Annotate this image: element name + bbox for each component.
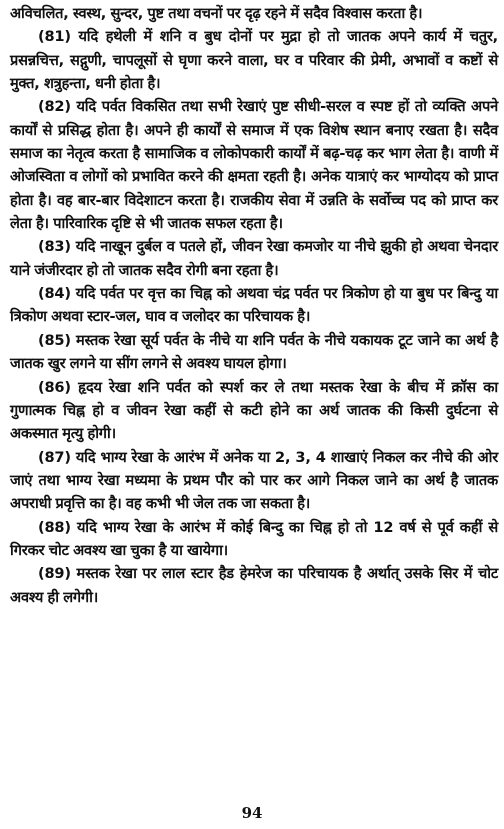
paragraph-81: (81) यदि हथेली में शनि व बुध दोनों पर मुद्रा हो तो जातक अपने कार्य में चतुर, प्रसन्नचित्त, सद्गुणी, चापलूसों से घृणा करने वाला, घर व परिवार की प्रेमी, अभावों व कष्टों से मुक्त, शत्रुहन्ता, धनी होता है। [10, 28, 498, 93]
paragraph-84: (84) यदि पर्वत पर वृत्त का चिह्न को अथवा चंद्र पर्वत पर त्रिकोण हो या बुध पर बिन्दु या त्रिकोण अथवा स्टार-जल, घाव व जलोदर का परिचायक है। [10, 285, 498, 326]
paragraph-87: (87) यदि भाग्य रेखा के आरंभ में अनेक या 2, 3, 4 शाखाएं निकल कर नीचे की ओर जाएं तथा भाग्य रेखा मध्यमा के प्रथम पौर को पार कर आगे निकल जाने का अर्थ है जातक अपराधी प्रवृत्ति का है। वह कभी भी जेल तक जा सकता है। [10, 448, 498, 513]
paragraph-83: (83) यदि नाखून दुर्बल व पतले हों, जीवन रेखा कमजोर या नीचे झुकी हो अथवा चेनदार याने जंजीरदार हो तो जातक सदैव रोगी बना रहता है। [10, 238, 498, 279]
paragraph-88: (88) यदि भाग्य रेखा के आरंभ में कोई बिन्दु का चिह्न हो तो 12 वर्ष से पूर्व कहीं से गिरकर चोट अवश्य खा चुका है या खायेगा। [10, 518, 498, 559]
paragraph-continuation: अविचलित, स्वस्थ, सुन्दर, पुष्ट तथा वचनों पर दृढ़ रहने में सदैव विश्वास करता है। [10, 5, 423, 22]
paragraph-82: (82) यदि पर्वत विकसित तथा सभी रेखाएं पुष्ट सीधी-सरल व स्पष्ट हों तो व्यक्ति अपने कार्यों से प्रसिद्ध होता है। अपने ही कार्यों से समाज में एक विशेष स्थान बनाए रखता है। सदैव समाज का नेतृत्व करता है सामाजिक व लोकोपकारी कार्यों में बढ़-चढ़ कर भाग लेता है। वाणी में ओजस्विता व लोगों को प्रभावित करने की क्षमता रहती है। अनेक यात्राएं कर भाग्योदय को प्राप्त होता है। वह बार-बार विदेशाटन करता है। राजकीय सेवा में उन्नति के सर्वोच्च पद को प्राप्त कर लेता है। पारिवारिक दृष्टि से भी जातक सफल रहता है। [10, 98, 498, 233]
page-number: 94 [241, 804, 263, 822]
paragraph-89: (89) मस्तक रेखा पर लाल स्टार हैड हेमरेज का परिचायक है अर्थात् उसके सिर में चोट अवश्य ही लगेगी। [10, 565, 498, 606]
paragraph-86: (86) हृदय रेखा शनि पर्वत को स्पर्श कर ले तथा मस्तक रेखा के बीच में क्रॉस का गुणात्मक चिह्न हो व जीवन रेखा कहीं से कटी होने का अर्थ जातक की किसी दुर्घटना से अकस्मात मृत्यु होगी। [10, 378, 498, 443]
paragraph-85: (85) मस्तक रेखा सूर्य पर्वत के नीचे या शनि पर्वत के नीचे यकायक टूट जाने का अर्थ है जातक खुर लगने या सींग लगने से अवश्य घायल होगा। [10, 331, 498, 373]
body-text [10, 2, 498, 609]
